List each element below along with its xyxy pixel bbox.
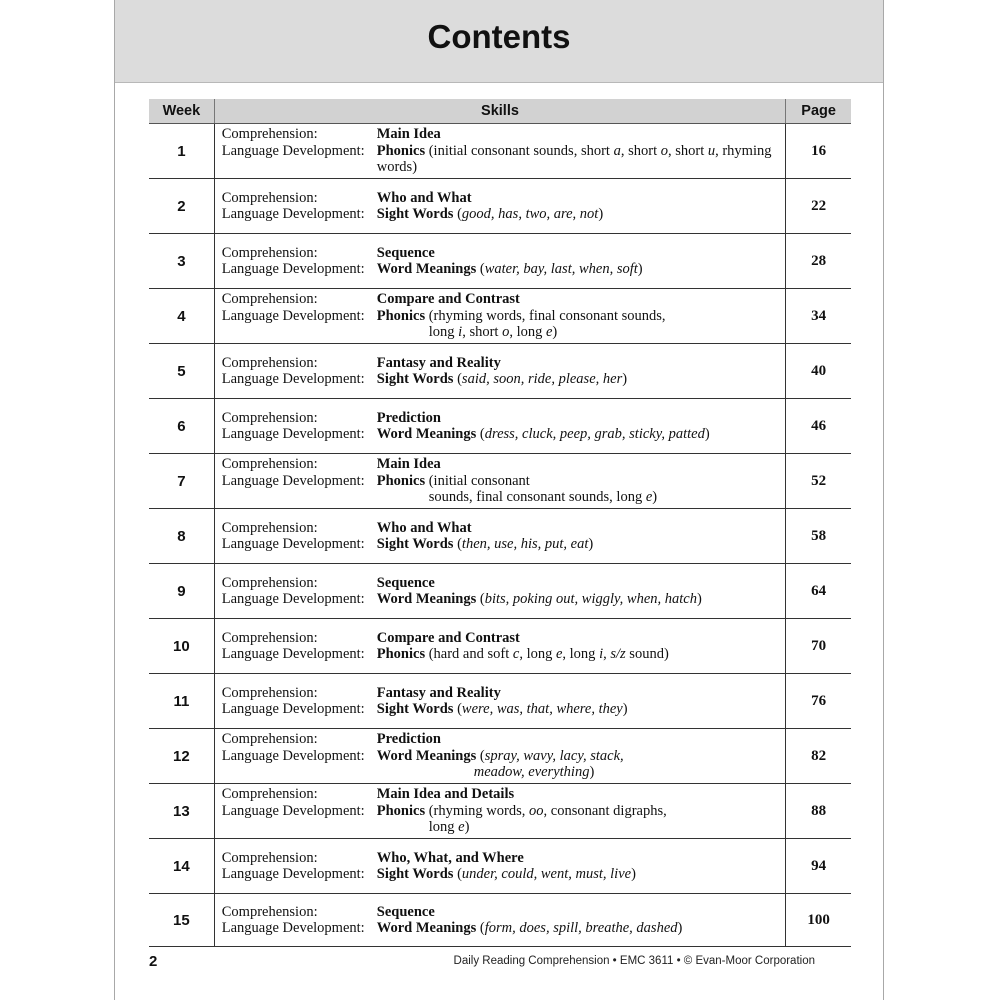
- page-number-cell: 34: [786, 289, 851, 344]
- week-number: 11: [149, 674, 214, 729]
- table-header-row: [149, 99, 851, 124]
- language-skill-detail: (bits, poking out, wiggly, when, hatch): [476, 591, 702, 607]
- table-row: [149, 894, 851, 947]
- column-header-skills: Skills: [214, 99, 785, 124]
- language-development-label: Language Development:: [221, 142, 365, 159]
- language-skill-type: Phonics: [376, 802, 426, 819]
- page-number-cell: 28: [786, 234, 851, 289]
- skills-cell: [214, 289, 785, 344]
- week-number: 2: [149, 179, 214, 234]
- language-development-label: Language Development:: [221, 701, 365, 717]
- language-skill-type: Word Meanings: [376, 747, 477, 764]
- language-development-label: Language Development:: [221, 261, 365, 277]
- language-skill-type: Phonics: [376, 307, 426, 324]
- comprehension-label: Comprehension:: [221, 731, 318, 748]
- week-number: 9: [149, 564, 214, 619]
- language-skill-type: Phonics: [376, 142, 426, 159]
- language-skill-detail: (dress, cluck, peep, grab, sticky, patted): [476, 426, 710, 442]
- skills-cell: [214, 454, 785, 509]
- comprehension-skill: Sequence: [376, 574, 435, 591]
- page-number-cell: 40: [786, 344, 851, 399]
- table-row: [149, 179, 851, 234]
- comprehension-skill: Main Idea: [376, 456, 441, 473]
- language-development-label: Language Development:: [221, 472, 365, 489]
- language-skill-type: Sight Words: [376, 206, 454, 222]
- skills-cell: [214, 674, 785, 729]
- language-skill-type: Word Meanings: [376, 920, 477, 936]
- table-row: [149, 289, 851, 344]
- comprehension-label: Comprehension:: [221, 126, 318, 143]
- language-skill-detail: (said, soon, ride, please, her): [453, 371, 628, 387]
- comprehension-label: Comprehension:: [221, 291, 318, 308]
- language-skill-type: Sight Words: [376, 536, 454, 552]
- table-row: [149, 509, 851, 564]
- page-number-cell: 58: [786, 509, 851, 564]
- language-skill-detail: (hard and soft c, long e, long i, s/z sound): [425, 646, 669, 662]
- language-skill-type: Sight Words: [376, 866, 454, 882]
- comprehension-label: Comprehension:: [221, 409, 318, 426]
- page-number-cell: 64: [786, 564, 851, 619]
- comprehension-skill: Main Idea: [376, 126, 441, 143]
- skills-cell: [214, 344, 785, 399]
- language-development-label: Language Development:: [221, 747, 365, 764]
- language-skill-type: Phonics: [376, 646, 426, 662]
- comprehension-skill: Sequence: [376, 903, 435, 920]
- skills-cell: [214, 894, 785, 947]
- language-development-label: Language Development:: [221, 426, 365, 442]
- comprehension-label: Comprehension:: [221, 244, 318, 261]
- column-header-page: Page: [786, 99, 851, 124]
- comprehension-label: Comprehension:: [221, 903, 318, 920]
- page-number-cell: 82: [786, 729, 851, 784]
- skills-cell: [214, 179, 785, 234]
- page-number-cell: 88: [786, 784, 851, 839]
- skills-cell: [214, 839, 785, 894]
- language-development-label: Language Development:: [221, 866, 365, 882]
- comprehension-skill: Fantasy and Reality: [376, 354, 501, 371]
- comprehension-label: Comprehension:: [221, 684, 318, 701]
- week-number: 6: [149, 399, 214, 454]
- comprehension-label: Comprehension:: [221, 629, 318, 646]
- week-number: 10: [149, 619, 214, 674]
- language-skill-detail: (initial consonant sounds, short a, short o, short u, rhyming words): [376, 142, 772, 176]
- week-number: 13: [149, 784, 214, 839]
- comprehension-skill: Compare and Contrast: [376, 291, 520, 308]
- table-row: [149, 619, 851, 674]
- table-row: [149, 399, 851, 454]
- page-number-cell: 16: [786, 124, 851, 179]
- language-development-label: Language Development:: [221, 206, 365, 222]
- page-number-cell: 70: [786, 619, 851, 674]
- language-skill-type: Word Meanings: [376, 426, 477, 442]
- footer-credit: Daily Reading Comprehension • EMC 3611 • © Evan-Moor Corporation: [453, 955, 815, 967]
- table-row: [149, 344, 851, 399]
- language-skill-detail: (water, bay, last, when, soft): [476, 261, 643, 277]
- contents-table: [149, 99, 851, 947]
- language-development-label: Language Development:: [221, 646, 365, 662]
- week-number: 5: [149, 344, 214, 399]
- comprehension-skill: Compare and Contrast: [376, 629, 520, 646]
- page-title: Contents: [427, 18, 571, 55]
- language-skill-type: Word Meanings: [376, 591, 477, 607]
- page-number-cell: 46: [786, 399, 851, 454]
- comprehension-skill: Sequence: [376, 244, 435, 261]
- page-number-cell: 94: [786, 839, 851, 894]
- table-row: [149, 234, 851, 289]
- language-skill-detail: (form, does, spill, breathe, dashed): [476, 920, 683, 936]
- language-skill-detail: (under, could, went, must, live): [453, 866, 636, 882]
- table-row: [149, 124, 851, 179]
- comprehension-label: Comprehension:: [221, 456, 318, 473]
- table-row: [149, 784, 851, 839]
- comprehension-label: Comprehension:: [221, 519, 318, 536]
- title-banner: [115, 0, 883, 83]
- table-row: [149, 729, 851, 784]
- week-number: 4: [149, 289, 214, 344]
- table-row: [149, 839, 851, 894]
- skills-cell: [214, 564, 785, 619]
- language-development-label: Language Development:: [221, 920, 365, 936]
- language-skill-type: Sight Words: [376, 371, 454, 387]
- language-skill-detail: (rhyming words, final consonant sounds, long i, short o, long e): [425, 307, 666, 341]
- comprehension-label: Comprehension:: [221, 849, 318, 866]
- comprehension-skill: Who and What: [376, 189, 472, 206]
- week-number: 14: [149, 839, 214, 894]
- comprehension-skill: Prediction: [376, 409, 441, 426]
- language-development-label: Language Development:: [221, 802, 365, 819]
- skills-cell: [214, 399, 785, 454]
- table-row: [149, 564, 851, 619]
- week-number: 3: [149, 234, 214, 289]
- comprehension-skill: Fantasy and Reality: [376, 684, 501, 701]
- document-page: [114, 0, 884, 1000]
- language-skill-detail: (spray, wavy, lacy, stack, meadow, everything): [473, 747, 624, 781]
- skills-cell: [214, 234, 785, 289]
- comprehension-skill: Prediction: [376, 731, 441, 748]
- column-header-week: Week: [149, 99, 214, 124]
- language-skill-type: Word Meanings: [376, 261, 477, 277]
- comprehension-label: Comprehension:: [221, 574, 318, 591]
- comprehension-label: Comprehension:: [221, 786, 318, 803]
- language-skill-type: Sight Words: [376, 701, 454, 717]
- language-development-label: Language Development:: [221, 307, 365, 324]
- skills-cell: [214, 784, 785, 839]
- skills-cell: [214, 124, 785, 179]
- language-skill-detail: (good, has, two, are, not): [453, 206, 604, 222]
- language-skill-detail: (rhyming words, oo, consonant digraphs, long e): [425, 802, 667, 836]
- week-number: 12: [149, 729, 214, 784]
- comprehension-label: Comprehension:: [221, 354, 318, 371]
- language-development-label: Language Development:: [221, 371, 365, 387]
- week-number: 7: [149, 454, 214, 509]
- comprehension-skill: Who and What: [376, 519, 472, 536]
- skills-cell: [214, 619, 785, 674]
- language-skill-detail: (then, use, his, put, eat): [453, 536, 594, 552]
- skills-cell: [214, 729, 785, 784]
- page-number-cell: 100: [786, 894, 851, 947]
- language-development-label: Language Development:: [221, 536, 365, 552]
- table-row: [149, 454, 851, 509]
- language-skill-type: Phonics: [376, 472, 426, 489]
- week-number: 1: [149, 124, 214, 179]
- page-number: 2: [149, 953, 158, 970]
- week-number: 15: [149, 894, 214, 947]
- comprehension-skill: Main Idea and Details: [376, 786, 515, 803]
- page-number-cell: 76: [786, 674, 851, 729]
- table-row: [149, 674, 851, 729]
- page-number-cell: 22: [786, 179, 851, 234]
- language-skill-detail: (initial consonant sounds, final consonant sounds, long e): [425, 472, 658, 506]
- page-number-cell: 52: [786, 454, 851, 509]
- comprehension-skill: Who, What, and Where: [376, 849, 524, 866]
- comprehension-label: Comprehension:: [221, 189, 318, 206]
- skills-cell: [214, 509, 785, 564]
- language-skill-detail: (were, was, that, where, they): [453, 701, 628, 717]
- week-number: 8: [149, 509, 214, 564]
- language-development-label: Language Development:: [221, 591, 365, 607]
